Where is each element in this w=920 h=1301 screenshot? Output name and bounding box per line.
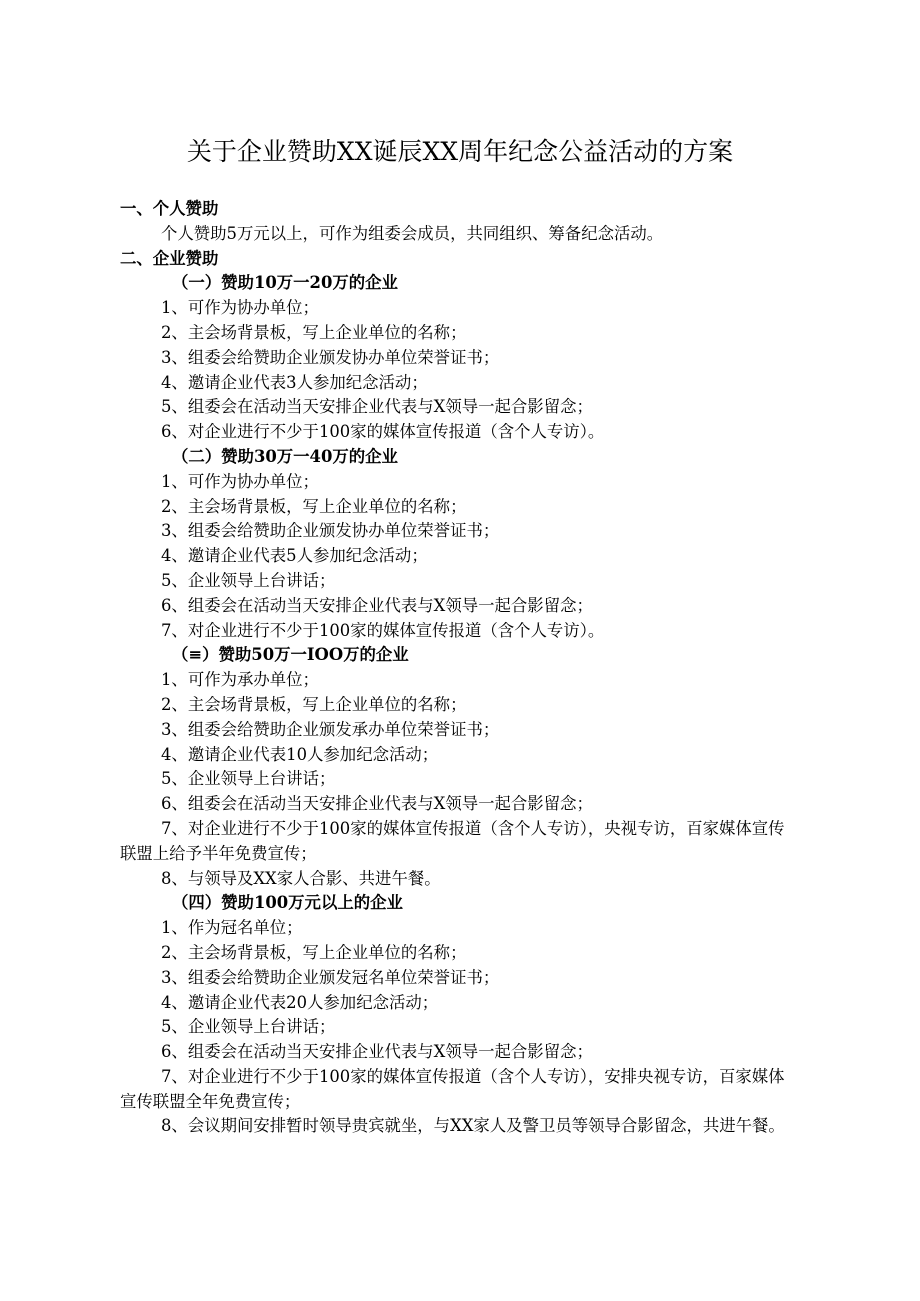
- list-item: 1、作为冠名单位；: [161, 918, 303, 938]
- section-heading: 二、企业赞助: [120, 248, 219, 268]
- document-body: [120, 197, 792, 1139]
- list-item: 7、对企业进行不少于100家的媒体宣传报道（含个人专访），央视专访，百家媒体宣传联盟上给予半年免费宣传；: [120, 818, 785, 863]
- section-paragraph: 个人赞助5万元以上，可作为组委会成员，共同组织、筹备纪念活动。: [161, 223, 664, 243]
- list-item: 2、主会场背景板，写上企业单位的名称；: [161, 322, 467, 342]
- list-item: 6、组委会在活动当天安排企业代表与X领导一起合影留念；: [161, 595, 593, 615]
- list-item: 2、主会场背景板，写上企业单位的名称；: [161, 942, 467, 962]
- list-item: 4、邀请企业代表5人参加纪念活动；: [161, 546, 428, 566]
- list-item: 1、可作为承办单位；: [161, 670, 319, 690]
- list-item: 8、与领导及XX家人合影、共进午餐。: [161, 868, 441, 888]
- list-item: 5、企业领导上台讲话；: [161, 1017, 336, 1037]
- list-item: 6、对企业进行不少于100家的媒体宣传报道（含个人专访）。: [161, 422, 605, 442]
- tier-heading: （一）赞助10万一20万的企业: [172, 273, 398, 293]
- list-item: 7、对企业进行不少于100家的媒体宣传报道（含个人专访），安排央视专访，百家媒体宣传联盟全年免费宣传；: [120, 1066, 785, 1111]
- list-item: 3、组委会给赞助企业颁发承办单位荣誉证书；: [161, 719, 500, 739]
- list-item: 4、邀请企业代表20人参加纪念活动；: [161, 992, 439, 1012]
- list-item: 2、主会场背景板，写上企业单位的名称；: [161, 694, 467, 714]
- section-heading: 一、个人赞助: [120, 199, 219, 218]
- list-item: 3、组委会给赞助企业颁发冠名单位荣誉证书；: [161, 967, 500, 987]
- list-item: 5、企业领导上台讲话；: [161, 570, 336, 590]
- list-item: 3、组委会给赞助企业颁发协办单位荣誉证书；: [161, 521, 500, 541]
- list-item: 2、主会场背景板，写上企业单位的名称；: [161, 496, 467, 516]
- list-item: 5、组委会在活动当天安排企业代表与X领导一起合影留念；: [161, 397, 593, 417]
- tier-heading: （二）赞助30万一40万的企业: [172, 446, 398, 466]
- list-item: 5、企业领导上台讲话；: [161, 769, 336, 789]
- list-item: 7、对企业进行不少于100家的媒体宣传报道（含个人专访）。: [161, 620, 605, 640]
- list-item: 6、组委会在活动当天安排企业代表与X领导一起合影留念；: [161, 1042, 593, 1062]
- list-item: 3、组委会给赞助企业颁发协办单位荣誉证书；: [161, 347, 500, 367]
- list-item: 6、组委会在活动当天安排企业代表与X领导一起合影留念；: [161, 794, 593, 814]
- list-item: 4、邀请企业代表3人参加纪念活动；: [161, 372, 428, 392]
- list-item: 1、可作为协办单位；: [161, 471, 319, 491]
- tier-heading: （≡）赞助50万一IOO万的企业: [172, 645, 409, 665]
- list-item: 8、会议期间安排暂时领导贵宾就坐，与XX家人及警卫员等领导合影留念，共进午餐。: [161, 1116, 785, 1136]
- document-title: 关于企业赞助XX诞辰XX周年纪念公益活动的方案: [186, 137, 734, 166]
- list-item: 1、可作为协办单位；: [161, 298, 319, 318]
- tier-heading: （四）赞助100万元以上的企业: [172, 893, 403, 913]
- list-item: 4、邀请企业代表10人参加纪念活动；: [161, 744, 439, 764]
